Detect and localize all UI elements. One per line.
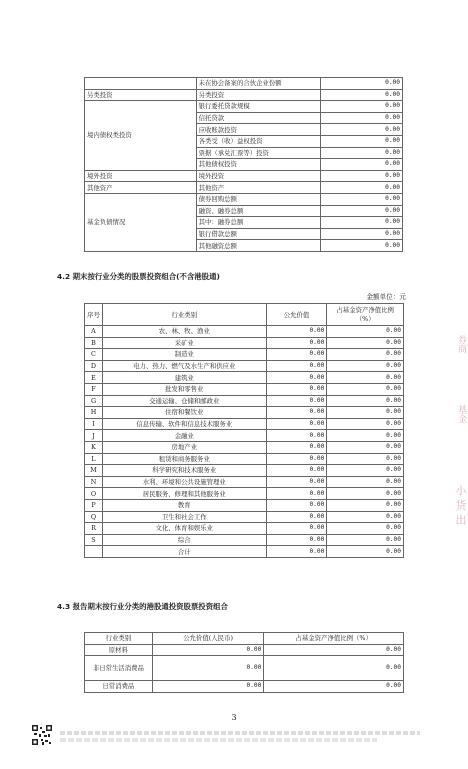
- hk-connect-industry-table: [84, 632, 404, 693]
- ratio-cell: 0.00: [327, 488, 404, 500]
- qr-code-icon: [32, 725, 52, 745]
- fair-value-cell: 0.00: [266, 476, 327, 488]
- code-cell: D: [85, 360, 103, 372]
- ratio-cell: 0.00: [327, 407, 404, 419]
- item-cell: 境外投资: [196, 170, 321, 182]
- fair-value-cell: 0.00: [266, 534, 327, 546]
- value-cell: 0.00: [321, 101, 403, 113]
- table-header-row: [85, 633, 404, 645]
- code-cell: L: [85, 453, 103, 465]
- table-row: [85, 407, 404, 419]
- table-row: [85, 499, 404, 511]
- value-cell: 0.00: [321, 228, 403, 240]
- industry-cell: 电力、热力、燃气及水生产和供应业: [102, 360, 266, 372]
- code-cell: S: [85, 534, 103, 546]
- table-row: [85, 372, 404, 384]
- value-cell: 0.00: [321, 147, 403, 159]
- industry-cell: 租赁和商务服务业: [102, 453, 266, 465]
- table-row: [85, 430, 404, 442]
- value-cell: 0.00: [321, 170, 403, 182]
- category-cell: 另类投资: [85, 89, 197, 101]
- category-cell: 境外投资: [85, 170, 197, 182]
- fair-value-cell: 0.00: [266, 337, 327, 349]
- value-cell: 0.00: [321, 182, 403, 194]
- table-row: [85, 476, 404, 488]
- ratio-cell: 0.00: [264, 681, 404, 693]
- ratio-cell: 0.00: [327, 499, 404, 511]
- fair-value-cell: 0.00: [152, 681, 264, 693]
- value-cell: 0.00: [321, 240, 403, 252]
- table-row: [85, 182, 403, 194]
- category-cell: 基金负债情况: [85, 193, 197, 251]
- ratio-cell: 0.00: [327, 360, 404, 372]
- seal-stamp: 小 货 出: [454, 485, 467, 525]
- column-header: 占基金资产净值比例（%）: [264, 633, 404, 645]
- item-cell: 其他资产: [196, 182, 321, 194]
- table-row: [85, 546, 404, 558]
- column-header: 占基金资产净值比例（%）: [327, 304, 404, 326]
- industry-rows: [85, 326, 404, 558]
- table-row: [85, 326, 404, 338]
- value-cell: 0.00: [321, 89, 403, 101]
- code-cell: M: [85, 465, 103, 477]
- seal-stamp: 券商: [456, 335, 466, 353]
- industry-cell: 水利、环境和公共设施管理业: [102, 476, 266, 488]
- table-row: [85, 511, 404, 523]
- ratio-cell: 0.00: [327, 372, 404, 384]
- industry-cell: 科学研究和技术服务业: [102, 465, 266, 477]
- value-cell: 0.00: [321, 112, 403, 124]
- fair-value-cell: 0.00: [266, 453, 327, 465]
- ratio-cell: 0.00: [327, 337, 404, 349]
- ratio-cell: 0.00: [327, 523, 404, 535]
- fair-value-cell: 0.00: [152, 656, 264, 681]
- code-cell: I: [85, 418, 103, 430]
- category-cell: [85, 78, 197, 90]
- industry-cell: 卫生和社会工作: [102, 511, 266, 523]
- ratio-cell: 0.00: [264, 656, 404, 681]
- value-cell: 0.00: [321, 193, 403, 205]
- code-cell: C: [85, 349, 103, 361]
- amount-unit: 金额单位：元: [366, 293, 406, 301]
- code-cell: [85, 546, 103, 558]
- fair-value-cell: 0.00: [266, 418, 327, 430]
- industry-cell: 金融业: [102, 430, 266, 442]
- item-cell: 另类投资: [196, 89, 321, 101]
- category-cell: 其他资产: [85, 182, 197, 194]
- industry-stock-table: [84, 303, 404, 558]
- industry-cell: 批发和零售业: [102, 383, 266, 395]
- fair-value-cell: 0.00: [266, 372, 327, 384]
- table-row: [85, 170, 403, 182]
- fair-value-cell: 0.00: [266, 349, 327, 361]
- industry-cell: 非日常生活消费品: [85, 656, 153, 681]
- ratio-cell: 0.00: [327, 418, 404, 430]
- footer-watermark: [60, 728, 420, 742]
- industry-cell: 制造业: [102, 349, 266, 361]
- category-cell: 境内债权类投资: [85, 101, 197, 171]
- item-cell: 银行委托贷款规模: [196, 101, 321, 113]
- code-cell: B: [85, 337, 103, 349]
- ratio-cell: 0.00: [327, 395, 404, 407]
- industry-cell: 建筑业: [102, 372, 266, 384]
- fair-value-cell: 0.00: [152, 644, 264, 656]
- ratio-cell: 0.00: [327, 465, 404, 477]
- item-cell: 其他债权投资: [196, 159, 321, 171]
- industry-cell: 原材料: [85, 644, 153, 656]
- industry-cell: 交通运输、仓储和邮政业: [102, 395, 266, 407]
- industry-cell: 文化、体育和娱乐业: [102, 523, 266, 535]
- item-cell: 信托贷款: [196, 112, 321, 124]
- value-cell: 0.00: [321, 135, 403, 147]
- table-row: [85, 349, 404, 361]
- table-row: [85, 383, 404, 395]
- code-cell: O: [85, 488, 103, 500]
- table-row: [85, 89, 403, 101]
- item-cell: 未在协会备案的合伙企业份额: [196, 78, 321, 90]
- section-title: 4.3 报告期末按行业分类的港股通投资股票投资组合: [57, 602, 228, 611]
- code-cell: J: [85, 430, 103, 442]
- table-row: [85, 523, 404, 535]
- industry-cell: 居民服务、修理和其他服务业: [102, 488, 266, 500]
- code-cell: E: [85, 372, 103, 384]
- ratio-cell: 0.00: [327, 476, 404, 488]
- section-title: 4.2 期末按行业分类的股票投资组合(不含港股通): [57, 272, 220, 281]
- code-cell: N: [85, 476, 103, 488]
- ratio-cell: 0.00: [327, 546, 404, 558]
- value-cell: 0.00: [321, 217, 403, 229]
- item-cell: 债券回购总额: [196, 193, 321, 205]
- code-cell: P: [85, 499, 103, 511]
- table-row: [85, 360, 404, 372]
- column-header: 序号: [85, 304, 103, 326]
- code-cell: H: [85, 407, 103, 419]
- column-header: 公允价值: [266, 304, 327, 326]
- table-row: [85, 644, 404, 656]
- fair-value-cell: 0.00: [266, 499, 327, 511]
- ratio-cell: 0.00: [327, 326, 404, 338]
- ratio-cell: 0.00: [327, 430, 404, 442]
- industry-cell: 综合: [102, 534, 266, 546]
- ratio-cell: 0.00: [327, 441, 404, 453]
- fair-value-cell: 0.00: [266, 360, 327, 372]
- industry-cell: 教育: [102, 499, 266, 511]
- table-row: [85, 656, 404, 681]
- fair-value-cell: 0.00: [266, 430, 327, 442]
- value-cell: 0.00: [321, 159, 403, 171]
- industry-cell: 采矿业: [102, 337, 266, 349]
- industry-cell: 房地产业: [102, 441, 266, 453]
- fair-value-cell: 0.00: [266, 546, 327, 558]
- table-row: [85, 681, 404, 693]
- code-cell: K: [85, 441, 103, 453]
- item-cell: 融资、融券总额: [196, 205, 321, 217]
- industry-cell: 日常消费品: [85, 681, 153, 693]
- item-cell: 票据（承兑汇票等）投资: [196, 147, 321, 159]
- ratio-cell: 0.00: [327, 453, 404, 465]
- code-cell: Q: [85, 511, 103, 523]
- column-header: 行业类别: [85, 633, 153, 645]
- table-row: [85, 101, 403, 113]
- fair-value-cell: 0.00: [266, 383, 327, 395]
- page-number: 3: [231, 713, 237, 722]
- table-row: [85, 453, 404, 465]
- table-row: [85, 78, 403, 90]
- table-row: [85, 488, 404, 500]
- fair-value-cell: 0.00: [266, 523, 327, 535]
- item-cell: 应收账款投资: [196, 124, 321, 136]
- value-cell: 0.00: [321, 78, 403, 90]
- code-cell: A: [85, 326, 103, 338]
- code-cell: R: [85, 523, 103, 535]
- table-header-row: [85, 304, 404, 326]
- ratio-cell: 0.00: [264, 644, 404, 656]
- code-cell: G: [85, 395, 103, 407]
- item-cell: 其中：融券总额: [196, 217, 321, 229]
- fair-value-cell: 0.00: [266, 395, 327, 407]
- table-row: [85, 193, 403, 205]
- table-row: [85, 441, 404, 453]
- fair-value-cell: 0.00: [266, 511, 327, 523]
- column-header: 公允价值(人民币): [152, 633, 264, 645]
- item-cell: 各类受（收）益权投资: [196, 135, 321, 147]
- industry-cell: 合计: [102, 546, 266, 558]
- fair-value-cell: 0.00: [266, 488, 327, 500]
- fair-value-cell: 0.00: [266, 465, 327, 477]
- ratio-cell: 0.00: [327, 534, 404, 546]
- item-cell: 其他融资总额: [196, 240, 321, 252]
- table-row: [85, 534, 404, 546]
- ratio-cell: 0.00: [327, 349, 404, 361]
- value-cell: 0.00: [321, 124, 403, 136]
- ratio-cell: 0.00: [327, 383, 404, 395]
- fair-value-cell: 0.00: [266, 441, 327, 453]
- table-row: [85, 465, 404, 477]
- column-header: 行业类别: [102, 304, 266, 326]
- table-row: [85, 337, 404, 349]
- industry-cell: 信息传输、软件和信息技术服务业: [102, 418, 266, 430]
- fair-value-cell: 0.00: [266, 326, 327, 338]
- code-cell: F: [85, 383, 103, 395]
- industry-cell: 住宿和餐饮业: [102, 407, 266, 419]
- fair-value-cell: 0.00: [266, 407, 327, 419]
- table-row: [85, 418, 404, 430]
- table-row: [85, 395, 404, 407]
- asset-allocation-table: [84, 77, 403, 252]
- industry-cell: 农、林、牧、渔业: [102, 326, 266, 338]
- ratio-cell: 0.00: [327, 511, 404, 523]
- seal-stamp: 基金: [456, 405, 466, 423]
- value-cell: 0.00: [321, 205, 403, 217]
- item-cell: 银行借款总额: [196, 228, 321, 240]
